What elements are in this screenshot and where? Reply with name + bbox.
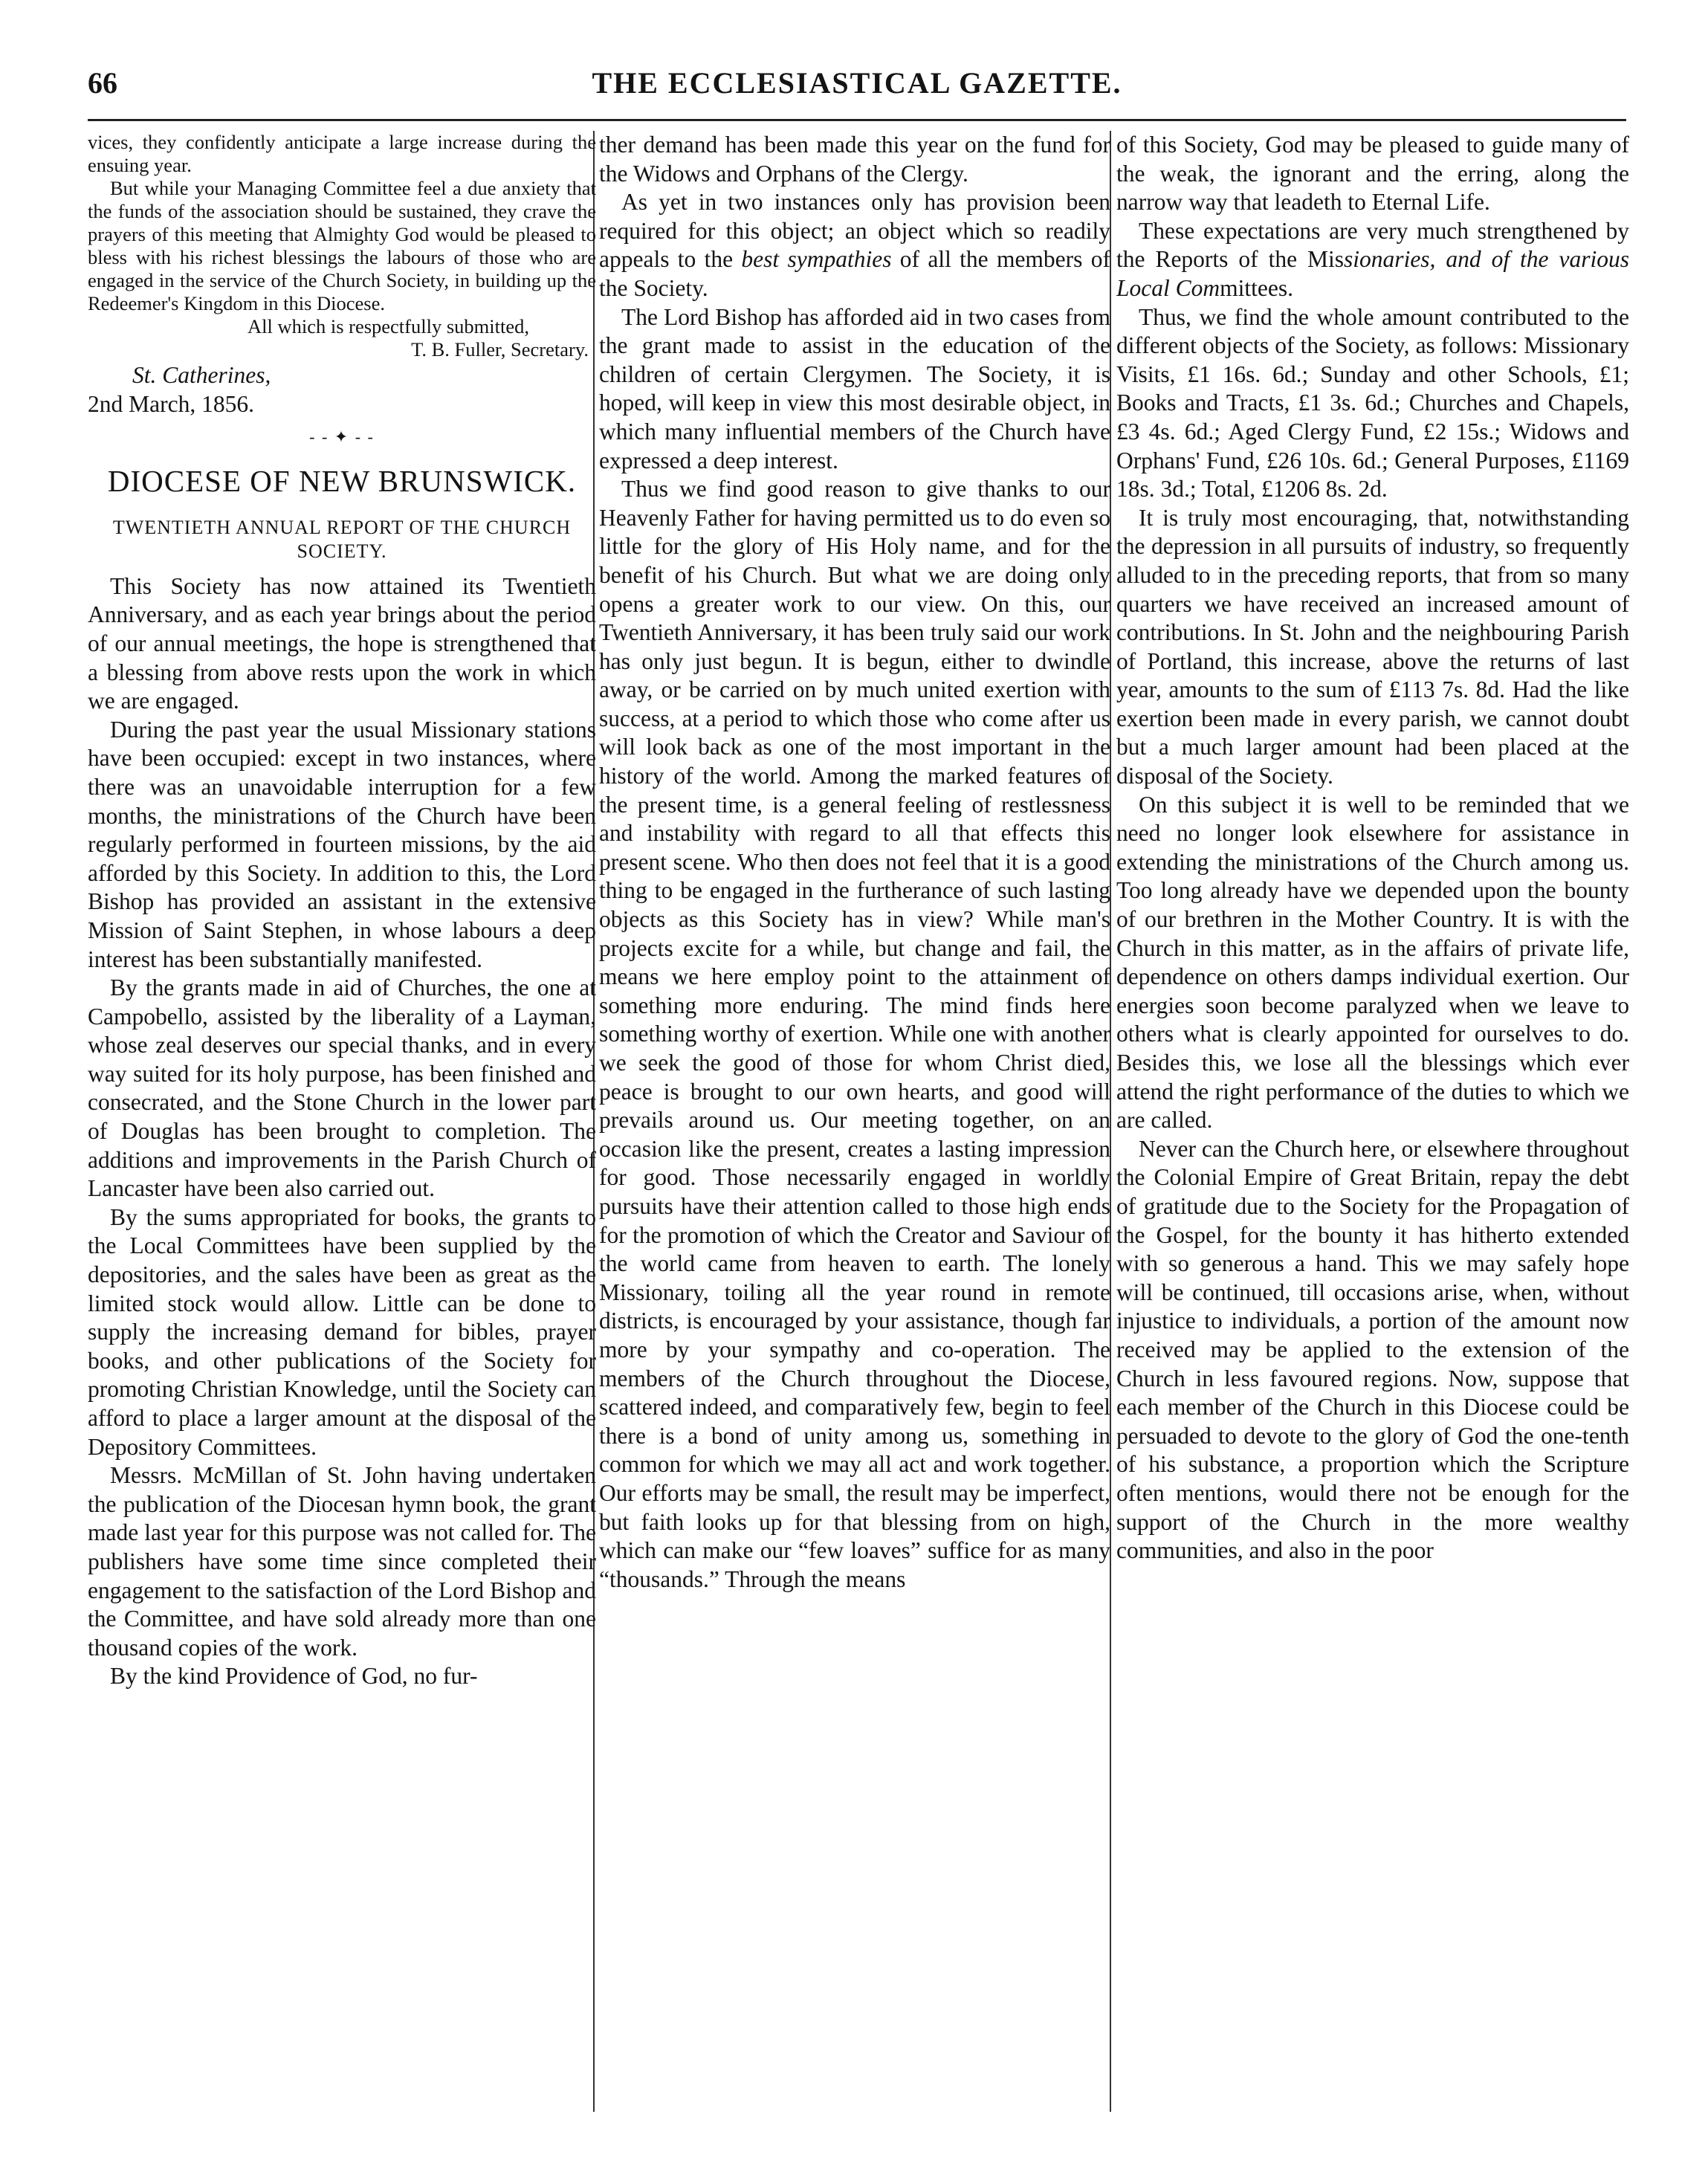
paragraph [599, 188, 1110, 303]
dateline-date: 2nd March, 1856. [88, 390, 254, 417]
paragraph [1116, 217, 1629, 303]
page-header [88, 65, 1626, 107]
column-1 [88, 131, 596, 2130]
paragraph: This Society has now attained its Twentieth Anniversary, and as each year brings about the period of our annual meetings, the hope is strengthened that a blessing from above rests upon the work in which we are engaged. [88, 572, 596, 714]
paragraph: Thus, we find the whole amount contributed to the different objects of the Society, as follows: Missionary Visits, £1 16s. 6d.; Sunday and other Schools, £1; Books and Tracts, £1 3s. 6d.; Churches and Chapels, £3 4s. 6d.; Aged Clergy Fund, £2 15s.; Widows and Orphans' Fund, £26 10s. 6d.; General Purposes, £1169 18s. 3d.; Total, £1206 8s. 2d. [1116, 303, 1629, 502]
italic-text: sionaries, and of the various Local Com [1116, 246, 1629, 301]
italic-text: best sympathies [741, 246, 892, 273]
text-run: These expectations are very much strengthened by the Reports of the Mis [1116, 217, 1629, 273]
paragraph: Never can the Church here, or elsewhere throughout the Colonial Empire of Great Britain, repay the debt of gratitude due to the Society for the Propagation of the Gospel, for the bounty it has hitherto extended with so generous a hand. This we may safely hope will be continued, till occasions arise, when, without injustice to individuals, a portion of the amount now received may be applied to the extension of the Church in less favoured regions. Now, suppose that each member of the Church in this Diocese could be persuaded to devote to the glory of God the one-tenth of his substance, a proportion which the Scripture often mentions, would there not be enough for the support of the Church in the more wealthy communities, and also in the poor [1116, 1135, 1629, 1564]
section-heading: DIOCESE OF NEW BRUNSWICK. [107, 463, 577, 498]
column-2 [599, 131, 1110, 2130]
dateline-place: St. Catherines, [132, 362, 271, 388]
page-number: 66 [88, 66, 117, 100]
closing-line: All which is respectfully submitted, [247, 315, 529, 337]
signatory: T. B. Fuller, Secretary. [411, 338, 589, 361]
text-run: of all the members of the Society. [599, 246, 1110, 301]
paragraph: By the sums appropriated for books, the grants to the Local Committees have been supplied by the depositories, and the sales have been as great as the limited stock would allow. Little can be done to supply the increasing demand for bibles, prayer books, and other publications of the Society for promoting Christian Knowledge, until the Society can afford to place a larger amount at the disposal of the Depository Committees. [88, 1203, 596, 1460]
text-run: As yet in two instances only has provision been required for this object; an object which so readily appeals to the [599, 189, 1110, 273]
paragraph: It is truly most encouraging, that, notwithstanding the depression in all pursuits of industry, so frequently alluded to in the preceding reports, that from so many quarters we have received an increased amount of contributions. In St. John and the neighbouring Parish of Portland, this increase, above the returns of last year, amounts to the sum of £113 7s. 8d. Had the like exertion been made in every parish, we cannot doubt but a much larger amount had been placed at the disposal of the Society. [1116, 504, 1629, 789]
paragraph: Thus we find good reason to give thanks to our Heavenly Father for having permitted us to do even so little for the glory of His Holy name, and for the benefit of his Church. But what we are doing only opens a greater work to our view. On this, our Twentieth Anniversary, it has been truly said our work has only just begun. It is begun, either to dwindle away, or be carried on by much united exertion with success, at a period to which those who come after us will look back as one of the most important in the history of the world. Among the marked features of the present time, is a general feeling of restlessness and instability with regard to all that effects this present scene. Who then does not feel that it is a good thing to be engaged in the furtherance of such lasting objects as this Society has in view? While man's projects excite for a while, but change and fail, the means we here employ point to the attainment of something more enduring. The mind finds here something worthy of exertion. While one with another we seek the good of those for whom Christ died, peace is brought to our own hearts, and good will prevails around us. Our meeting together, on an occasion like the present, creates a lasting impression for good. Those necessarily engaged in worldly pursuits have their attention called to those high ends for the promotion of which the Creator and Saviour of the world came from heaven to earth. The lonely Missionary, toiling all the year round in remote districts, is encouraged by your assistance, though far more by your sympathy and co-operation. The members of the Church throughout the Diocese, scattered indeed, and comparatively few, begin to feel there is a bond of unity among us, something in common for which we may all act and work together. Our efforts may be small, the result may be imperfect, but faith looks up for that blessing from on high, which can make our “few loaves” suffice for as many “thousands.” Through the means [599, 476, 1110, 1592]
publication-title: THE ECCLESIASTICAL GAZETTE. [592, 66, 1122, 100]
section-ornament: - - ✦ - - [309, 427, 375, 447]
article-heading: TWENTIETH ANNUAL REPORT OF THE CHURCH SOCIETY. [112, 516, 572, 562]
header-rule [88, 119, 1626, 121]
paragraph: But while your Managing Committee feel a due anxiety that the funds of the association should be sustained, they crave the prayers of this meeting that Almighty God would be pleased to bless with his richest blessings the labours of those who are engaged in the service of the Church Society, in building up the Redeemer's Kingdom in this Diocese. [88, 177, 596, 314]
paragraph: During the past year the usual Missionary stations have been occupied: except in two instances, where there was an unavoidable interruption for a few months, the ministrations of the Church have been regularly performed in fourteen missions, by the aid afforded by this Society. In addition to this, the Lord Bishop has provided an assistant in the extensive Mission of Saint Stephen, in whose labours a deep interest has been substantially manifested. [88, 716, 596, 972]
column-3 [1116, 131, 1629, 2130]
paragraph: Messrs. McMillan of St. John having undertaken the publication of the Diocesan hymn book, the grant made last year for this purpose was not called for. The publishers have some time since completed their engagement to the satisfaction of the Lord Bishop and the Committee, and have sold already more than one thousand copies of the work. [88, 1462, 596, 1661]
text-run: mittees. [1220, 274, 1293, 301]
paragraph: vices, they confidently anticipate a large increase during the ensuing year. [88, 131, 596, 176]
paragraph: The Lord Bishop has afforded aid in two cases from the grant made to assist in the education of the children of certain Clergymen. The Society, it is hoped, will keep in view this most desirable object, in which many influential members of the Church have expressed a deep interest. [599, 303, 1110, 473]
previous-report-ending [88, 131, 596, 361]
paragraph: of this Society, God may be pleased to guide many of the weak, the ignorant and the erring, along the narrow way that leadeth to Eternal Life. [1116, 132, 1629, 216]
paragraph: On this subject it is well to be reminded that we need no longer look elsewhere for assistance in extending the ministrations of the Church among us. Too long already have we depended upon the bounty of our brethren in the Mother Country. It is with the Church in this matter, as in the affairs of private life, dependence on others damps individual exertion. Our energies soon become paralyzed when we leave to others what is clearly appointed for ourselves to do. Besides this, we lose all the blessings which ever attend the right performance of the duties to which we are called. [1116, 791, 1629, 1134]
paragraph: ther demand has been made this year on the fund for the Widows and Orphans of the Clergy. [599, 132, 1110, 187]
paragraph: By the kind Providence of God, no fur- [110, 1663, 478, 1690]
paragraph: By the grants made in aid of Churches, the one at Campobello, assisted by the liberality of a Layman, whose zeal deserves our special thanks, and in every way suited for its holy purpose, has been finished and consecrated, and the Stone Church in the lower part of Douglas has been brought to completion. The additions and improvements in the Parish Church of Lancaster have been also carried out. [88, 975, 596, 1202]
